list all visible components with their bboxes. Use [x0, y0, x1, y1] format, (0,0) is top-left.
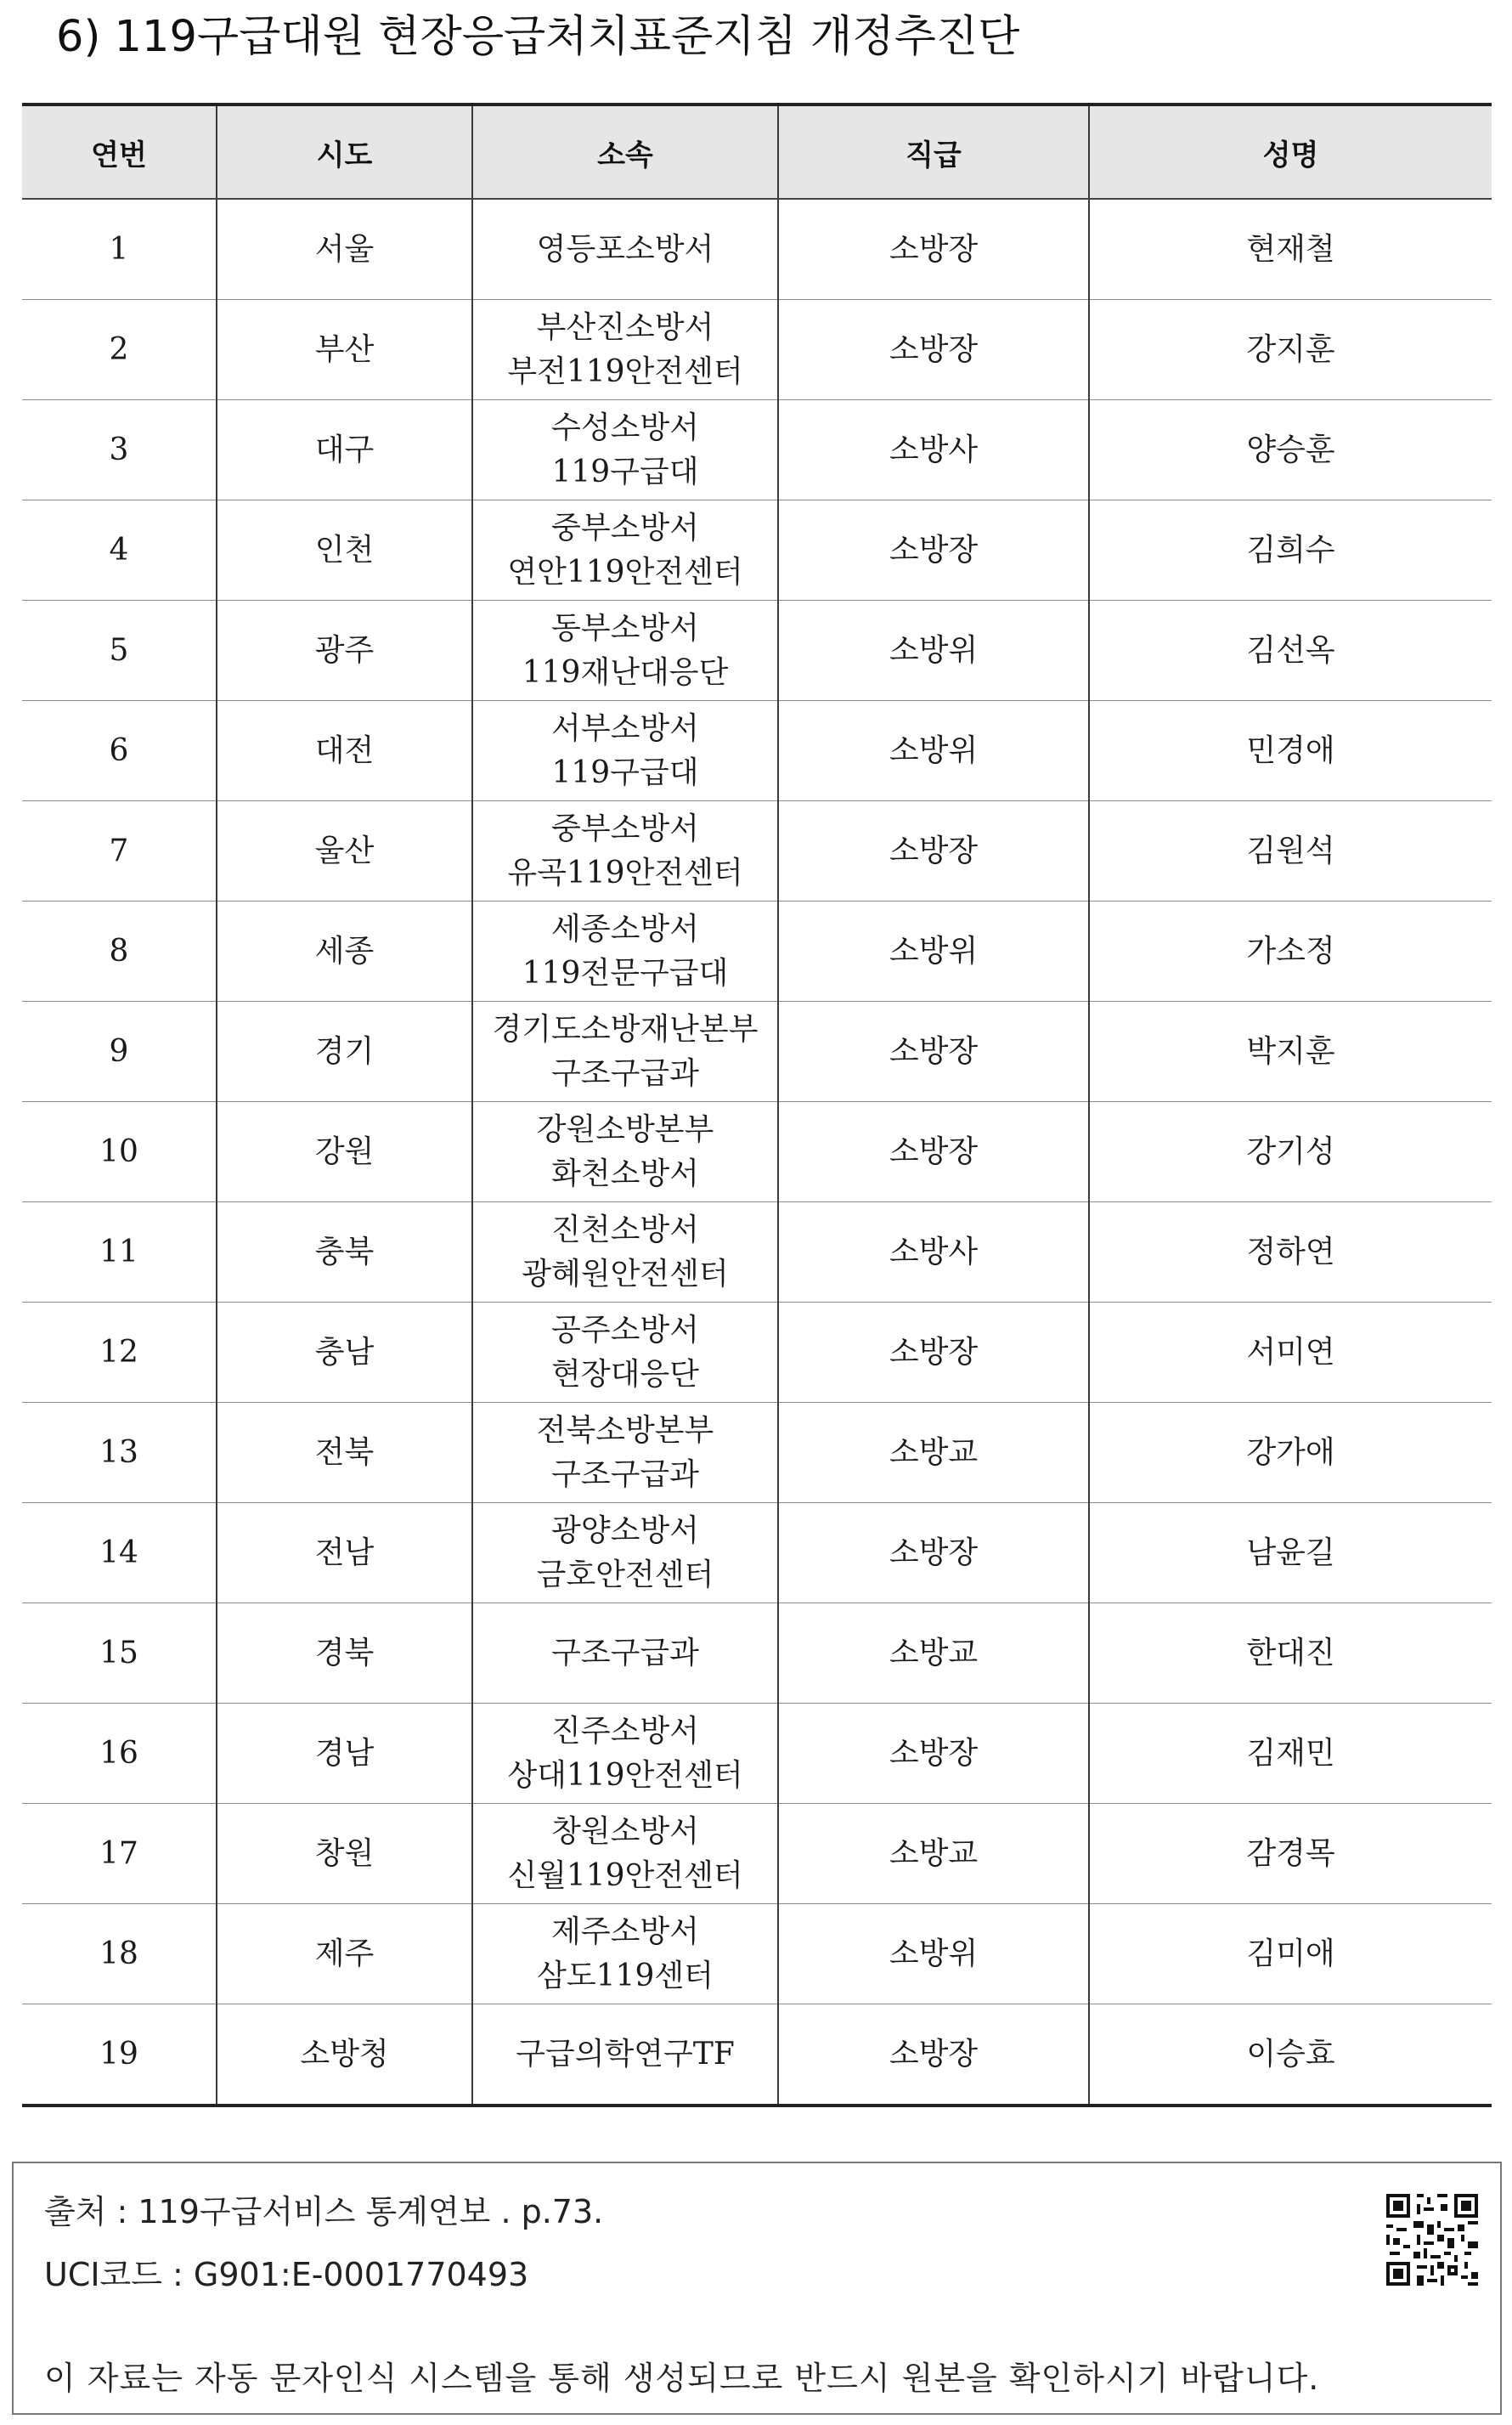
cell-rank: 소방장	[778, 1704, 1089, 1804]
table-row	[22, 1503, 1492, 1603]
cell-name: 김희수	[1089, 500, 1492, 601]
cell-region: 강원	[217, 1102, 472, 1202]
cell-no: 6	[22, 701, 217, 801]
cell-region: 전남	[217, 1503, 472, 1603]
cell-affiliation	[472, 300, 778, 400]
affiliation-line: 창원소방서	[551, 1813, 699, 1849]
affiliation-line: 부산진소방서	[536, 309, 714, 345]
cell-region: 소방청	[217, 2004, 472, 2106]
affiliation-line: 전북소방본부	[536, 1412, 714, 1448]
header-region: 시도	[217, 105, 472, 199]
source-footer-box	[12, 2162, 1502, 2415]
affiliation-line: 광양소방서	[551, 1512, 699, 1548]
cell-affiliation	[472, 1904, 778, 2004]
cell-region: 대구	[217, 400, 472, 500]
affiliation-line: 119전문구급대	[522, 955, 729, 991]
cell-region: 경남	[217, 1704, 472, 1804]
cell-region: 서울	[217, 199, 472, 300]
affiliation-line: 세종소방서	[551, 911, 699, 947]
table-row	[22, 1804, 1492, 1904]
cell-rank: 소방위	[778, 902, 1089, 1002]
cell-rank: 소방사	[778, 400, 1089, 500]
cell-region: 제주	[217, 1904, 472, 2004]
cell-region: 전북	[217, 1403, 472, 1503]
table-row	[22, 500, 1492, 601]
cell-no: 9	[22, 1002, 217, 1102]
cell-affiliation	[472, 1704, 778, 1804]
cell-affiliation	[472, 801, 778, 902]
affiliation-line: 광혜원안전센터	[522, 1256, 729, 1292]
cell-affiliation	[472, 1202, 778, 1303]
affiliation-line: 중부소방서	[551, 811, 699, 846]
affiliation-line: 진천소방서	[551, 1212, 699, 1247]
cell-no: 8	[22, 902, 217, 1002]
cell-name: 가소정	[1089, 902, 1492, 1002]
affiliation-line: 119구급대	[551, 755, 699, 790]
cell-rank: 소방장	[778, 2004, 1089, 2106]
affiliation-line: 삼도119센터	[537, 1958, 714, 1993]
affiliation-line: 동부소방서	[551, 610, 699, 646]
cell-region: 세종	[217, 902, 472, 1002]
table-row	[22, 902, 1492, 1002]
header-no: 연번	[22, 105, 217, 199]
cell-name: 김원석	[1089, 801, 1492, 902]
cell-no: 19	[22, 2004, 217, 2106]
cell-region: 광주	[217, 601, 472, 701]
cell-region: 충북	[217, 1202, 472, 1303]
cell-no: 17	[22, 1804, 217, 1904]
cell-no: 3	[22, 400, 217, 500]
cell-no: 10	[22, 1102, 217, 1202]
cell-no: 1	[22, 199, 217, 300]
cell-rank: 소방장	[778, 801, 1089, 902]
cell-region: 창원	[217, 1804, 472, 1904]
roster-table	[22, 103, 1492, 2107]
cell-region: 울산	[217, 801, 472, 902]
cell-rank: 소방장	[778, 1002, 1089, 1102]
cell-affiliation	[472, 601, 778, 701]
cell-name: 현재철	[1089, 199, 1492, 300]
cell-affiliation	[472, 1503, 778, 1603]
affiliation-line: 중부소방서	[551, 510, 699, 545]
cell-rank: 소방장	[778, 199, 1089, 300]
affiliation-line: 부전119안전센터	[507, 353, 743, 389]
affiliation-line: 강원소방본부	[536, 1111, 714, 1147]
table-row	[22, 1403, 1492, 1503]
table-row	[22, 1303, 1492, 1403]
cell-no: 15	[22, 1603, 217, 1704]
cell-region: 인천	[217, 500, 472, 601]
table-row	[22, 2004, 1492, 2106]
affiliation-line: 119재난대응단	[522, 654, 729, 690]
cell-no: 11	[22, 1202, 217, 1303]
affiliation-line: 구급의학연구TF	[516, 2036, 735, 2072]
cell-affiliation	[472, 400, 778, 500]
affiliation-line: 영등포소방서	[536, 231, 714, 267]
cell-no: 7	[22, 801, 217, 902]
cell-rank: 소방장	[778, 1503, 1089, 1603]
source-citation: 출처 : 119구급서비스 통계연보 . p.73.	[44, 2193, 604, 2230]
table-row	[22, 601, 1492, 701]
cell-affiliation	[472, 1603, 778, 1704]
cell-name: 강지훈	[1089, 300, 1492, 400]
cell-rank: 소방위	[778, 601, 1089, 701]
affiliation-line: 구조구급과	[551, 1456, 699, 1492]
cell-no: 16	[22, 1704, 217, 1804]
affiliation-line: 서부소방서	[551, 710, 699, 746]
affiliation-line: 상대119안전센터	[507, 1757, 743, 1793]
affiliation-line: 구조구급과	[551, 1635, 699, 1670]
cell-no: 12	[22, 1303, 217, 1403]
cell-affiliation	[472, 1303, 778, 1403]
affiliation-line: 신월119안전센터	[507, 1857, 743, 1893]
table-row	[22, 300, 1492, 400]
table-row	[22, 1603, 1492, 1704]
affiliation-line: 연안119안전센터	[507, 554, 743, 590]
table-row	[22, 1102, 1492, 1202]
table-row	[22, 400, 1492, 500]
affiliation-line: 금호안전센터	[536, 1557, 714, 1592]
cell-name: 이승효	[1089, 2004, 1492, 2106]
cell-rank: 소방교	[778, 1603, 1089, 1704]
table-row	[22, 1904, 1492, 2004]
cell-affiliation	[472, 1002, 778, 1102]
cell-rank: 소방위	[778, 1904, 1089, 2004]
table-row	[22, 1202, 1492, 1303]
table-row	[22, 701, 1492, 801]
cell-affiliation	[472, 1102, 778, 1202]
cell-name: 강기성	[1089, 1102, 1492, 1202]
cell-affiliation	[472, 1403, 778, 1503]
cell-name: 한대진	[1089, 1603, 1492, 1704]
cell-rank: 소방위	[778, 701, 1089, 801]
affiliation-line: 제주소방서	[551, 1913, 699, 1949]
cell-no: 4	[22, 500, 217, 601]
cell-no: 5	[22, 601, 217, 701]
cell-name: 박지훈	[1089, 1002, 1492, 1102]
affiliation-line: 공주소방서	[551, 1312, 699, 1348]
header-name: 성명	[1089, 105, 1492, 199]
uci-code: UCI코드 : G901:E-0001770493	[44, 2256, 529, 2293]
cell-affiliation	[472, 902, 778, 1002]
cell-name: 남윤길	[1089, 1503, 1492, 1603]
cell-affiliation	[472, 1804, 778, 1904]
cell-rank: 소방교	[778, 1804, 1089, 1904]
cell-name: 민경애	[1089, 701, 1492, 801]
cell-rank: 소방장	[778, 500, 1089, 601]
cell-name: 강가애	[1089, 1403, 1492, 1503]
ocr-notice: 이 자료는 자동 문자인식 시스템을 통해 생성되므로 반드시 원본을 확인하시기 바랍니다.	[44, 2360, 1320, 2397]
cell-rank: 소방장	[778, 300, 1089, 400]
cell-affiliation	[472, 2004, 778, 2106]
cell-name: 서미연	[1089, 1303, 1492, 1403]
table-row	[22, 199, 1492, 300]
cell-region: 부산	[217, 300, 472, 400]
cell-name: 감경목	[1089, 1804, 1492, 1904]
cell-name: 정하연	[1089, 1202, 1492, 1303]
qr-code-icon	[1383, 2190, 1481, 2289]
cell-affiliation	[472, 500, 778, 601]
table-row	[22, 1002, 1492, 1102]
cell-rank: 소방장	[778, 1303, 1089, 1403]
table-row	[22, 801, 1492, 902]
cell-no: 2	[22, 300, 217, 400]
table-header-row	[22, 105, 1492, 199]
cell-rank: 소방장	[778, 1102, 1089, 1202]
cell-region: 경북	[217, 1603, 472, 1704]
affiliation-line: 유곡119안전센터	[507, 855, 743, 890]
cell-name: 김선옥	[1089, 601, 1492, 701]
cell-no: 13	[22, 1403, 217, 1503]
cell-name: 김재민	[1089, 1704, 1492, 1804]
cell-region: 대전	[217, 701, 472, 801]
cell-rank: 소방교	[778, 1403, 1089, 1503]
cell-affiliation	[472, 701, 778, 801]
table-row	[22, 1704, 1492, 1804]
affiliation-line: 경기도소방재난본부	[492, 1011, 759, 1047]
affiliation-line: 진주소방서	[551, 1713, 699, 1749]
affiliation-line: 현장대응단	[551, 1356, 699, 1392]
cell-rank: 소방사	[778, 1202, 1089, 1303]
cell-no: 18	[22, 1904, 217, 2004]
header-affiliation: 소속	[472, 105, 778, 199]
affiliation-line: 119구급대	[551, 454, 699, 489]
cell-no: 14	[22, 1503, 217, 1603]
affiliation-line: 화천소방서	[551, 1156, 699, 1191]
header-rank: 직급	[778, 105, 1089, 199]
cell-name: 양승훈	[1089, 400, 1492, 500]
affiliation-line: 구조구급과	[551, 1055, 699, 1091]
cell-affiliation	[472, 199, 778, 300]
cell-region: 경기	[217, 1002, 472, 1102]
affiliation-line: 수성소방서	[551, 410, 699, 445]
cell-name: 김미애	[1089, 1904, 1492, 2004]
cell-region: 충남	[217, 1303, 472, 1403]
page-title: 6) 119구급대원 현장응급처치표준지침 개정추진단	[56, 12, 1020, 62]
